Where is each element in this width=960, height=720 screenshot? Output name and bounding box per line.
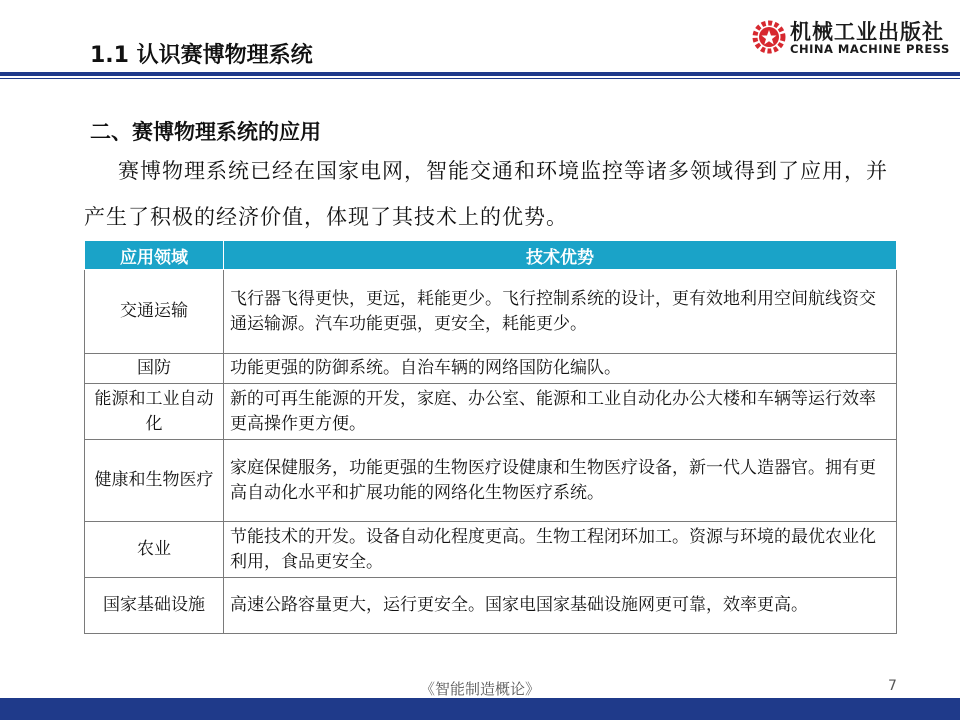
table-row [85,578,897,634]
advantage-cell: 节能技术的开发。设备自动化程度更高。生物工程闭环加工。资源与环境的最优农业化利用，食品更安全。 [224,522,897,578]
area-cell: 交通运输 [85,270,224,354]
table-row [85,522,897,578]
area-cell: 能源和工业自动化 [85,384,224,440]
course-name: 《智能制造概论》 [419,680,540,698]
publisher-name-en: CHINA MACHINE PRESS [790,42,950,56]
intro-paragraph: 赛博物理系统已经在国家电网，智能交通和环境监控等诸多领域得到了应用，并产生了积极的经济价值，体现了其技术上的优势。 [84,159,888,229]
advantage-cell: 新的可再生能源的开发，家庭、办公室、能源和工业自动化办公大楼和车辆等运行效率更高操作更方便。 [224,384,897,440]
area-cell: 农业 [85,522,224,578]
publisher-name-cn: 机械工业出版社 [790,20,944,44]
page-title: 1.1 认识赛博物理系统 [90,43,313,68]
section-title: 二、赛博物理系统的应用 [90,120,321,144]
column-header-advantage: 技术优势 [224,241,897,270]
advantage-cell: 家庭保健服务，功能更强的生物医疗设健康和生物医疗设备，新一代人造器官。拥有更高自动化水平和扩展功能的网络化生物医疗系统。 [224,440,897,522]
area-cell: 国家基础设施 [85,578,224,634]
publisher-logo [752,16,952,60]
header-divider-thin [0,78,960,79]
page-number: 7 [888,678,897,694]
applications-table [84,240,897,634]
footer-bar [0,698,960,720]
column-header-area: 应用领域 [85,241,224,270]
table-row [85,270,897,354]
advantage-cell: 飞行器飞得更快，更远，耗能更少。飞行控制系统的设计，更有效地利用空间航线资交通运输源。汽车功能更强，更安全，耗能更少。 [224,270,897,354]
area-cell: 健康和生物医疗 [85,440,224,522]
area-cell: 国防 [85,354,224,384]
advantage-cell: 高速公路容量更大，运行更安全。国家电国家基础设施网更可靠，效率更高。 [224,578,897,634]
publisher-emblem-icon [752,20,786,54]
header-divider [0,72,960,76]
table-row [85,354,897,384]
advantage-cell: 功能更强的防御系统。自治车辆的网络国防化编队。 [224,354,897,384]
table-row [85,384,897,440]
table-row [85,440,897,522]
